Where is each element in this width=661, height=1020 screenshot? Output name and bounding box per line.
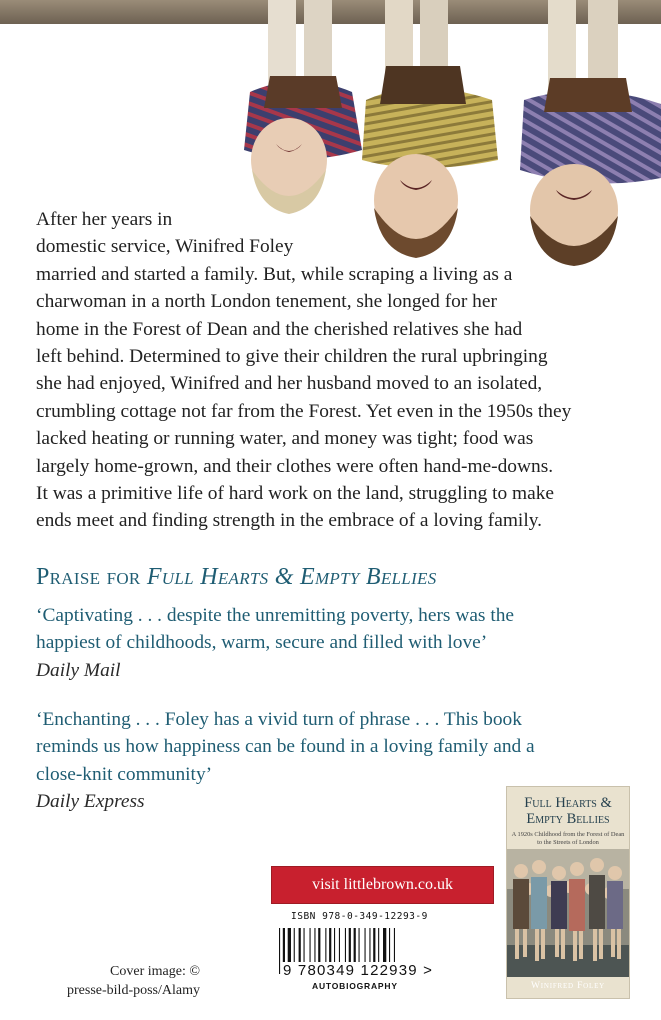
blurb-line: charwoman in a north London tenement, she longed for her bbox=[36, 291, 497, 313]
mini-cover-photo bbox=[507, 849, 629, 977]
category-label: AUTOBIOGRAPHY bbox=[312, 981, 398, 991]
credit-line: Cover image: © bbox=[110, 964, 200, 979]
mini-cover-title bbox=[507, 795, 629, 827]
mini-subtitle-line: A 1920s Childhood from the Forest of Dean bbox=[511, 831, 625, 838]
blurb-line: ends meet and finding strength in the embrace of a loving family. bbox=[36, 510, 542, 532]
review-quote bbox=[36, 602, 636, 684]
praise-heading-title: Full Hearts & Empty Bellies bbox=[146, 564, 437, 590]
blurb-line: domestic service, Winifred Foley bbox=[36, 236, 294, 258]
quote-line: happiest of childhoods, warm, secure and filled with love’ bbox=[36, 632, 488, 654]
credit-line: presse-bild-poss/Alamy bbox=[67, 983, 200, 998]
mini-subtitle-line: to the Streets of London bbox=[537, 839, 599, 846]
website-link[interactable]: visit littlebrown.co.uk bbox=[271, 866, 494, 904]
blurb-line: married and started a family. But, while scraping a living as a bbox=[36, 263, 513, 285]
quote-line: ‘Enchanting . . . Foley has a vivid turn of phrase . . . This book bbox=[36, 709, 522, 730]
blurb-line: It was a primitive life of hard work on the land, struggling to make bbox=[36, 483, 555, 505]
praise-heading-prefix: Praise for bbox=[36, 564, 147, 590]
image-credit bbox=[20, 962, 200, 1000]
blurb-line: crumbling cottage not far from the Forest. Yet even in the 1950s they bbox=[36, 400, 572, 422]
blurb-line: she had enjoyed, Winifred and her husband moved to an isolated, bbox=[36, 373, 543, 395]
quote-line: ‘Captivating . . . despite the unremitting poverty, hers was the bbox=[36, 605, 515, 626]
mini-cover-author: Winifred Foley bbox=[530, 981, 606, 991]
mini-title-line: Full Hearts & bbox=[524, 795, 612, 811]
blurb-text bbox=[36, 206, 636, 535]
quote-source: Daily Mail bbox=[36, 659, 121, 681]
barcode-digits: 9 780349 122939 > bbox=[283, 962, 434, 979]
isbn-text: ISBN 978-0-349-12293-9 bbox=[291, 911, 428, 922]
mini-cover-subtitle bbox=[511, 831, 625, 847]
blurb-line: left behind. Determined to give their children the rural upbringing bbox=[36, 346, 548, 368]
quote-line: close-knit community’ bbox=[36, 763, 213, 785]
blurb-line: lacked heating or running water, and money was tight; food was bbox=[36, 428, 534, 450]
book-cover-thumbnail bbox=[506, 786, 630, 999]
praise-heading bbox=[36, 564, 437, 591]
blurb-line: After her years in bbox=[36, 209, 173, 230]
quote-line: reminds us how happiness can be found in a loving family and a bbox=[36, 736, 535, 758]
blurb-line: home in the Forest of Dean and the cherished relatives she had bbox=[36, 318, 523, 340]
mini-title-line: Empty Bellies bbox=[526, 811, 610, 827]
blurb-line: largely home-grown, and their clothes were often hand-me-downs. bbox=[36, 455, 554, 477]
quote-source: Daily Express bbox=[36, 791, 145, 813]
